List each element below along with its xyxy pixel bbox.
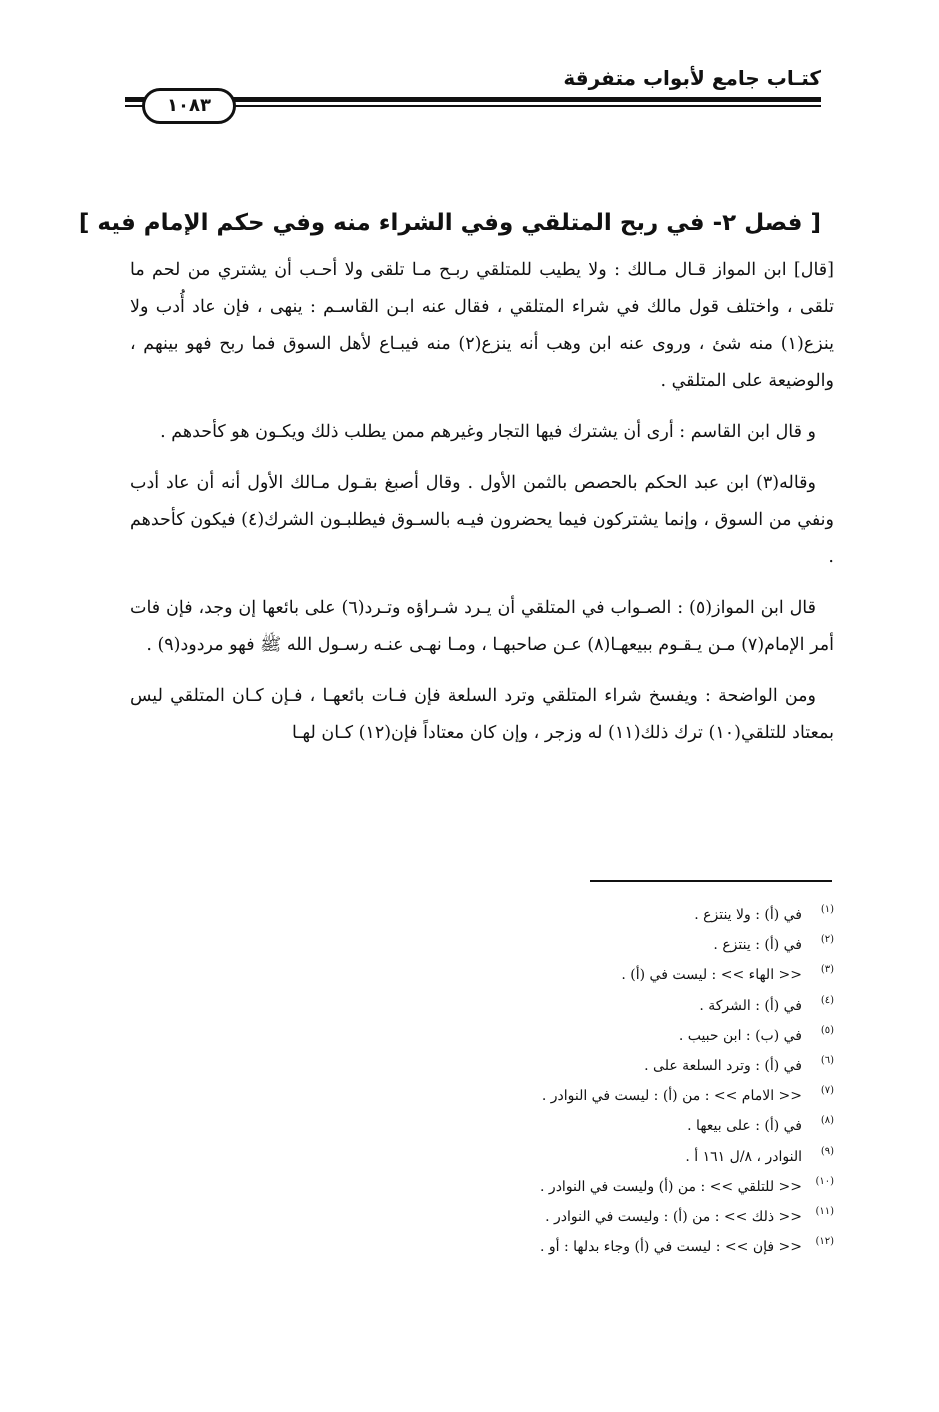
footnote-number: (١٠): [815, 1175, 834, 1187]
footnote-text: << للتلقي >> : من (أ) وليست في النوادر .: [540, 1178, 802, 1195]
footnote: [274, 1142, 834, 1172]
footnote-text: << الهاء >> : ليست في (أ) .: [621, 967, 802, 984]
paragraph: قال ابن المواز(٥) : الصـواب في المتلقي أن يـرد شـراؤه وتـرد(٦) على بائعها إن وجد، فإن فات أمر الإمام(٧) مـن يـقـوم ببيعهـا(٨) عـن صاحبهـا ، ومـا نهـى عنـه رسـول الله ﷺ فهو مردود(٩) .: [130, 598, 834, 655]
footnote-number: (٦): [820, 1055, 834, 1067]
footnote-separator: [590, 880, 832, 882]
footnote: [274, 930, 834, 960]
paragraph: ومن الواضحة : ويفسخ شراء المتلقي وترد السلعة فإن فـات بائعهـا ، فـإن كـان المتلقي ليس بمعتاد للتلقي(١٠) ترك ذلك(١١) له وزجر ، وإن كان معتاداً فإن(١٢) كـان لهـا: [130, 686, 834, 743]
footnote-text: << فإن >> : ليست في (أ) وجاء بدلها : أو .: [539, 1239, 802, 1256]
footnote: [274, 1172, 834, 1202]
footnote: [274, 1051, 834, 1081]
footnote: [274, 900, 834, 930]
footnote-number: (٢): [820, 934, 834, 946]
footnotes-list: [274, 900, 834, 1262]
footnote: [274, 1081, 834, 1111]
footnote: [274, 960, 834, 990]
footnote-text: في (ب) : ابن حبيب .: [678, 1027, 802, 1044]
running-title: كتـاب جامع لأبواب متفرقة: [563, 66, 821, 90]
paragraph: وقاله(٣) ابن عبد الحكم بالحصص بالثمن الأول . وقال أصبغ بقـول مـالك الأول أنه أن عاد أدب ونفي من السوق ، وإنما يشتركون فيما يحضرون فيـه بالسـوق فيطلبـون الشرك(٤) فيكون كأحدهم .: [130, 473, 834, 567]
paragraph: و قال ابن القاسم : أرى أن يشترك فيها التجار وغيرهم ممن يطلب ذلك ويكـون هو كأحدهم .: [160, 422, 816, 442]
paragraph: [قال] ابن المواز قـال مـالك : ولا يطيب للمتلقي ربـح مـا تلقى ولا أحـب أن يشتري من لحم ما تلقى ، واختلف قول مالك في شراء المتلقي ، فقال عنه ابـن القاسـم : ينهى ، فإن عاد أُدب ولا ينزع(١) منه شئ ، وروى عنه ابن وهب أنه ينزع(٢) منه فيبـاع لأهل السوق فما ربح فهو بينهم ، والوضيعة على المتلقي .: [130, 260, 835, 391]
footnote-text: << الامام >> : من (أ) : ليست في النوادر .: [541, 1088, 802, 1105]
footnote: [274, 1021, 834, 1051]
footnote-number: (٥): [820, 1024, 834, 1036]
footnote-text: في (أ) : الشركة .: [699, 997, 802, 1014]
footnote: [274, 991, 834, 1021]
footnote-text: في (أ) : ولا ينتزع .: [694, 907, 802, 923]
footnote-number: (٨): [820, 1115, 834, 1127]
body-text: [130, 252, 834, 752]
footnote-number: (٧): [820, 1085, 834, 1097]
footnote: [274, 1232, 834, 1262]
footnote-number: (١): [820, 904, 834, 915]
footnote-text: النوادر ، ٨/ل ١٦١ أ .: [685, 1148, 802, 1165]
footnote-number: (١١): [815, 1206, 834, 1218]
footnote-text: في (أ) : ينتزع .: [713, 937, 802, 954]
footnote-number: (٤): [820, 994, 834, 1006]
footnote: [274, 1111, 834, 1141]
footnote-number: (٣): [820, 964, 834, 976]
footnote-number: (١٢): [815, 1236, 834, 1248]
page-number: ١٠٨٣: [142, 88, 236, 124]
chapter-heading: [ فصل ٢- في ربح المتلقي وفي الشراء منه وفي حكم الإمام فيه ]: [78, 210, 821, 236]
footnote: [274, 1202, 834, 1232]
footnote-text: في (أ) : وترد السلعة على .: [644, 1058, 802, 1075]
footnote-number: (٩): [820, 1145, 834, 1157]
footnote-text: في (أ) : على بيعها .: [687, 1118, 802, 1135]
footnote-text: << ذلك >> : من (أ) : وليست في النوادر .: [545, 1209, 802, 1226]
